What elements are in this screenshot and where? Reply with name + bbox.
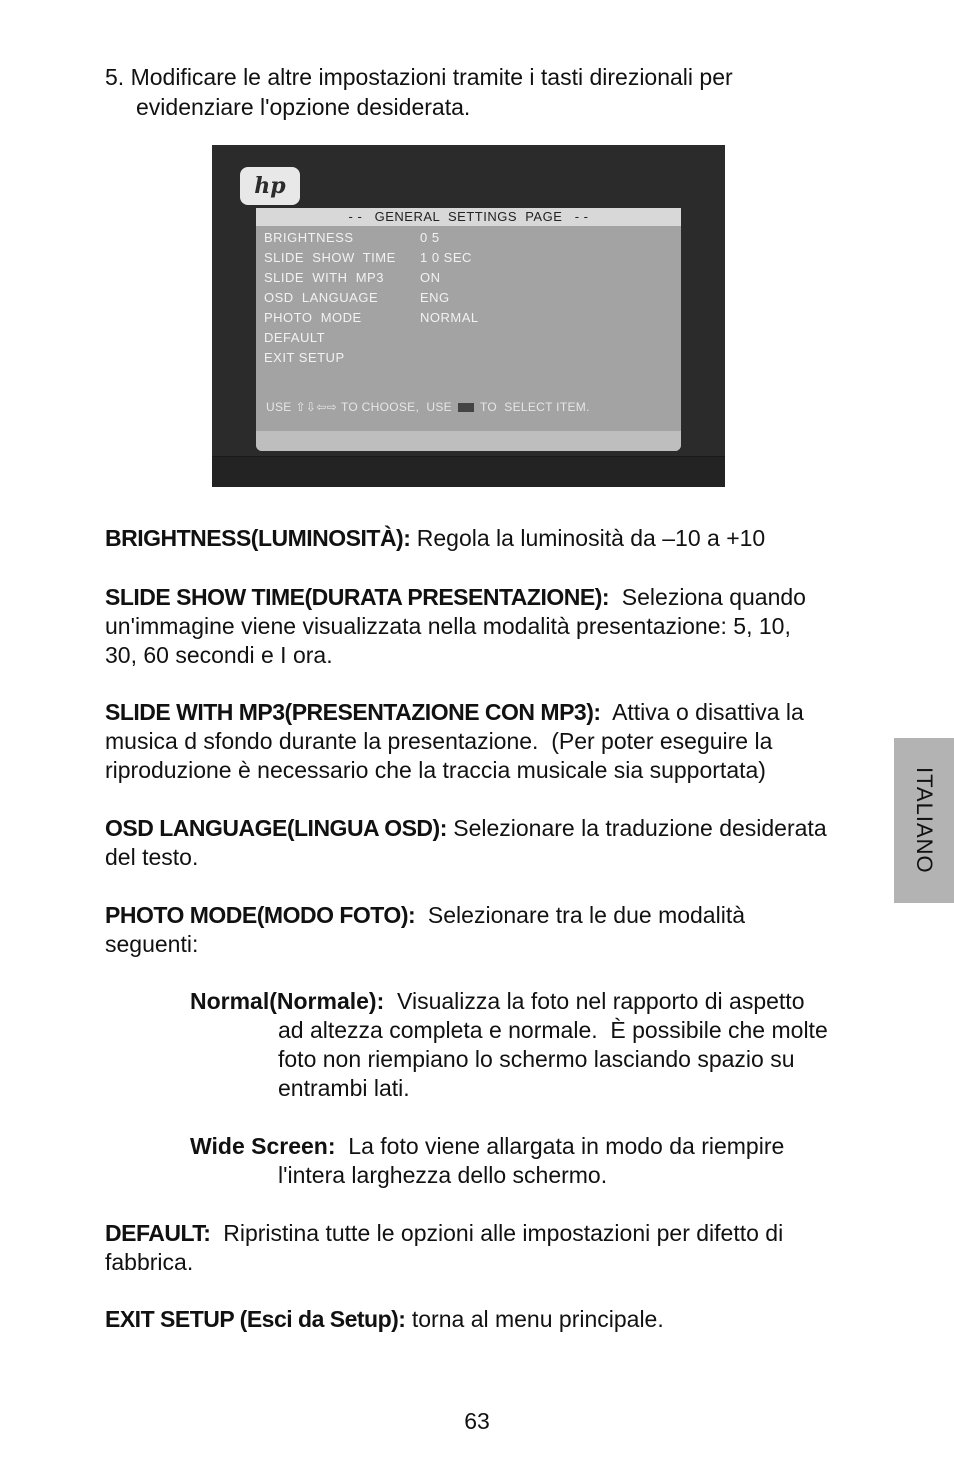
- item-osd-language: OSD LANGUAGE(LINGUA OSD): Selezionare la traduzione desiderata del testo.: [105, 815, 827, 870]
- item-default: DEFAULT: Ripristina tutte le opzioni alle impostazioni per difetto di fabbrica.: [105, 1220, 784, 1275]
- menu-row-photo-mode: PHOTO MODE NORMAL: [264, 310, 479, 325]
- menu-row-brightness: BRIGHTNESS 0 5: [264, 230, 440, 245]
- page-number: 63: [464, 1408, 490, 1434]
- settings-screenshot: [212, 145, 725, 487]
- menu-row-slide-with-mp3: SLIDE WITH MP3 ON: [264, 270, 441, 285]
- arrow-keys-icon: ⇧⇩⇦⇨: [295, 400, 337, 414]
- menu-row-default: DEFAULT: [264, 330, 326, 345]
- screen-bottom-bar: [212, 456, 725, 487]
- hp-logo: hp: [240, 167, 300, 205]
- menu-row-slide-show-time: SLIDE SHOW TIME 1 0 SEC: [264, 250, 472, 265]
- item-slide-with-mp3: SLIDE WITH MP3(PRESENTAZIONE CON MP3): Attiva o disattiva la musica d sfondo durante la presentazione. (Per poter eseguire la riproduzione è necessario che la traccia musicale sia supportata): [105, 699, 804, 783]
- enter-key-icon: [458, 403, 474, 412]
- item-exit-setup: EXIT SETUP (Esci da Setup): torna al menu principale.: [105, 1306, 664, 1332]
- language-side-tab: [894, 738, 954, 903]
- step-line-1: Modificare le altre impostazioni tramite i tasti direzionali per: [130, 64, 733, 90]
- step-instruction: [105, 62, 825, 122]
- step-number: 5.: [105, 64, 125, 90]
- item-slide-show-time: SLIDE SHOW TIME(DURATA PRESENTAZIONE): Seleziona quando un'immagine viene visualizzata nella modalità presentazione: 5, 10, 30, 60 secondi e I ora.: [105, 584, 806, 668]
- menu-row-osd-language: OSD LANGUAGE ENG: [264, 290, 450, 305]
- menu-row-exit-setup: EXIT SETUP: [264, 350, 345, 365]
- item-wide-screen: Wide Screen: La foto viene allargata in modo da riempire l'intera larghezza dello schermo.: [190, 1133, 785, 1188]
- language-side-tab-label: ITALIANO: [912, 767, 937, 874]
- menu-rows: [264, 228, 479, 368]
- menu-footer: [256, 431, 681, 451]
- item-photo-mode: PHOTO MODE(MODO FOTO): Selezionare tra le due modalità seguenti:: [105, 902, 746, 957]
- menu-hint: USE ⇧⇩⇦⇨ TO CHOOSE, USE TO SELECT ITEM.: [266, 400, 590, 414]
- step-line-2: evidenziare l'opzione desiderata.: [136, 94, 471, 120]
- general-settings-menu: [256, 208, 681, 451]
- menu-header: - - GENERAL SETTINGS PAGE - -: [256, 208, 681, 226]
- item-normal: Normal(Normale): Visualizza la foto nel rapporto di aspetto ad altezza completa e normale. È possibile che molte foto non riempiano lo schermo lasciando spazio su entrambi lati.: [190, 988, 828, 1101]
- item-brightness: BRIGHTNESS(LUMINOSITÀ): Regola la luminosità da –10 a +10: [105, 525, 766, 551]
